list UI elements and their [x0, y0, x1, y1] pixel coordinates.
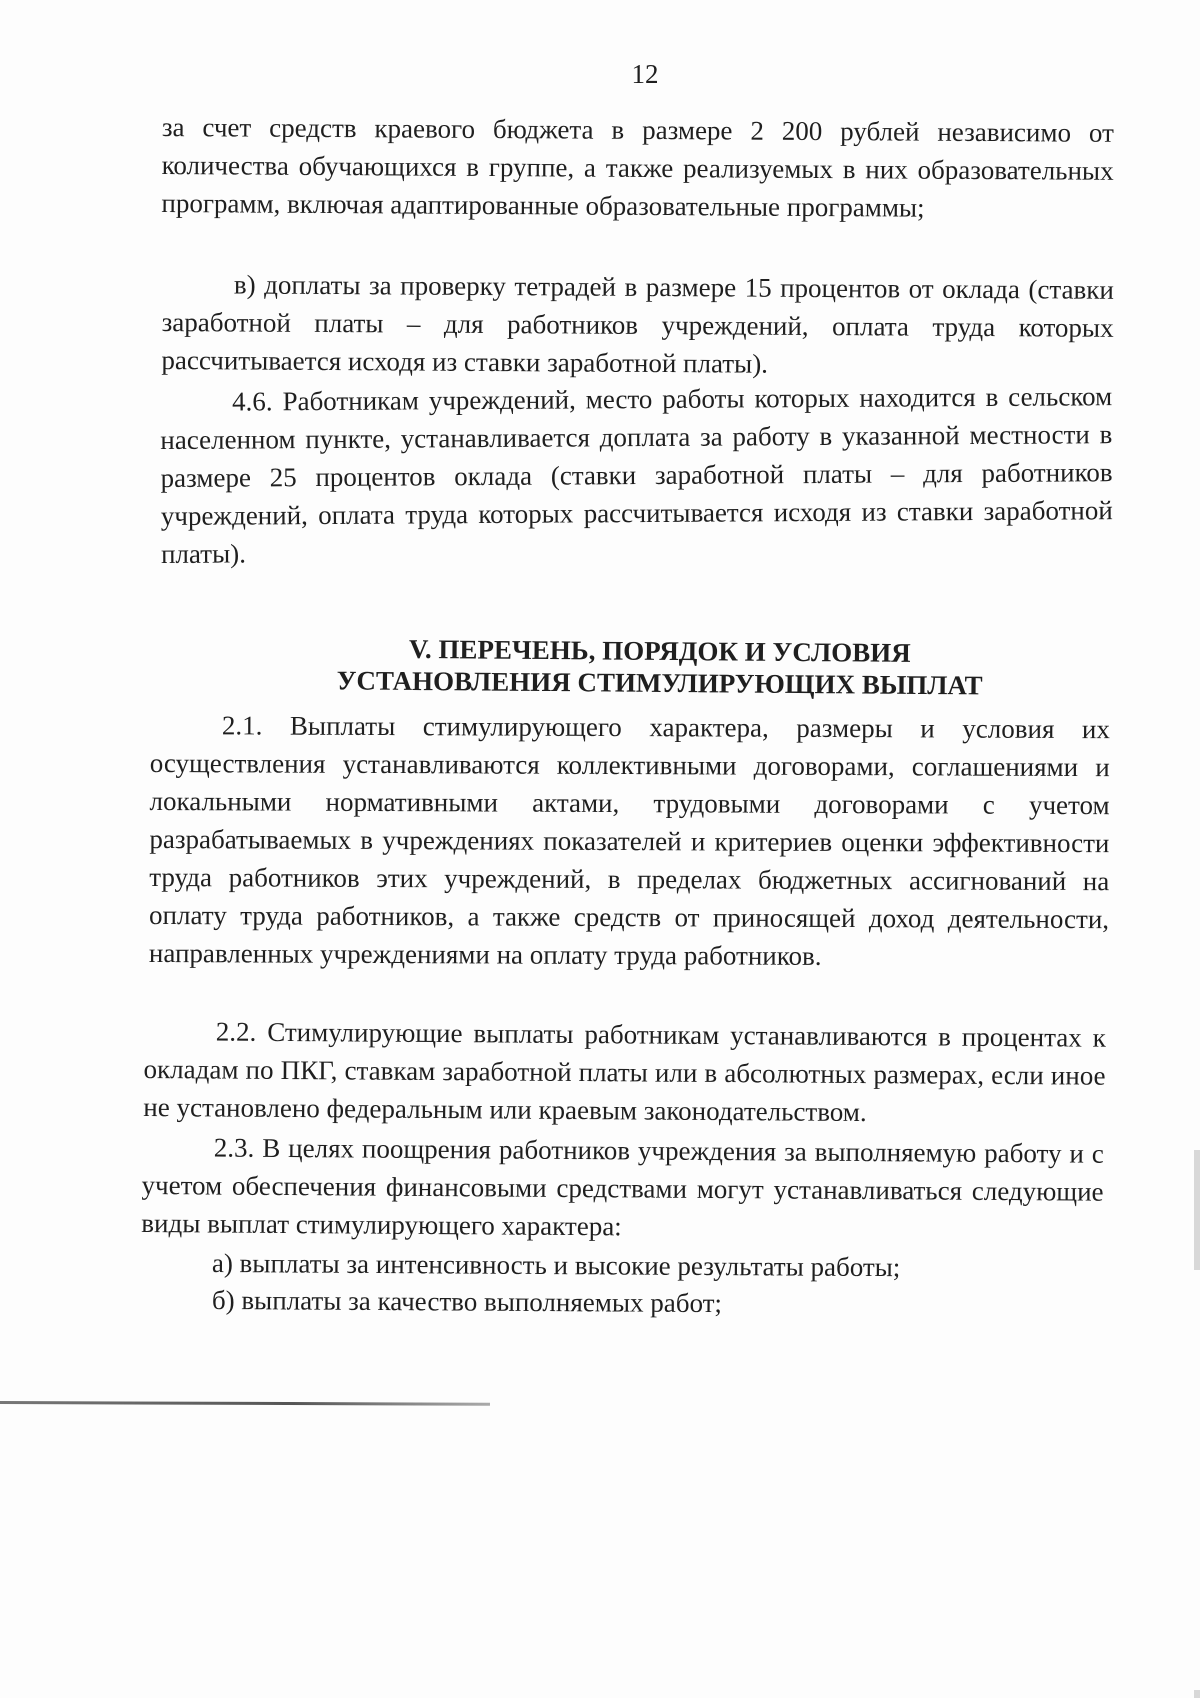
- list-item-b: б) выплаты за качество выполняемых работ;: [211, 1285, 723, 1319]
- scan-edge-mark: [1194, 1150, 1200, 1270]
- paragraph-2-1: 2.1. Выплаты стимулирующего характера, размеры и условия их осуществления устанавливаются коллективными договорами, соглашениями и локальными нормативными актами, трудовыми договорами с учетом разрабатываемых в учреждениях показателей и критериев оценки эффективности труда работников этих учреждений, в пределах бюджетных ассигнований на оплату труда работников, а также средств от приносящей доход деятельности, направленных учреждениями на оплату труда работников.: [148, 710, 1110, 971]
- section-title-line-2: УСТАНОВЛЕНИЯ СТИМУЛИРУЮЩИХ ВЫПЛАТ: [336, 665, 983, 701]
- page-number: 12: [631, 59, 659, 89]
- scan-edge-mark: [1194, 1690, 1200, 1698]
- section-title: [289, 632, 1029, 702]
- paragraph-v: в) доплаты за проверку тетрадей в размере 15 процентов от оклада (ставки заработной платы – для работников учреждений, оплата труда которых рассчитывается исходя из ставки заработной платы).: [161, 269, 1114, 379]
- paragraph-2-3: 2.3. В целях поощрения работников учреждения за выполняемую работу и с учетом обеспечения финансовыми средствами могут устанавливаться следующие виды выплат стимулирующего характера:: [141, 1132, 1104, 1242]
- scan-artifact-line: [0, 1401, 490, 1406]
- paragraph-a-continuation: за счет средств краевого бюджета в размере 2 200 рублей независимо от количества обучающихся в группе, а также реализуемых в них образовательных программ, включая адаптированные образовательные программы;: [161, 111, 1114, 223]
- paragraph-4-6: 4.6. Работникам учреждений, место работы которых находится в сельском населенном пункте, устанавливается доплата за работу в указанной местности в размере 25 процентов оклада (ставки заработной платы – для работников учреждений, оплата труда которых рассчитывается исходя из ставки заработной платы).: [160, 381, 1113, 569]
- list-item-a: а) выплаты за интенсивность и высокие результаты работы;: [211, 1248, 901, 1283]
- section-title-line-1: V. ПЕРЕЧЕНЬ, ПОРЯДОК И УСЛОВИЯ: [408, 633, 911, 668]
- paragraph-2-2: 2.2. Стимулирующие выплаты работникам устанавливаются в процентах к окладам по ПКГ, ставкам заработной платы или в абсолютных размерах, если иное не установлено федеральным или краевым законодательством.: [143, 1016, 1106, 1128]
